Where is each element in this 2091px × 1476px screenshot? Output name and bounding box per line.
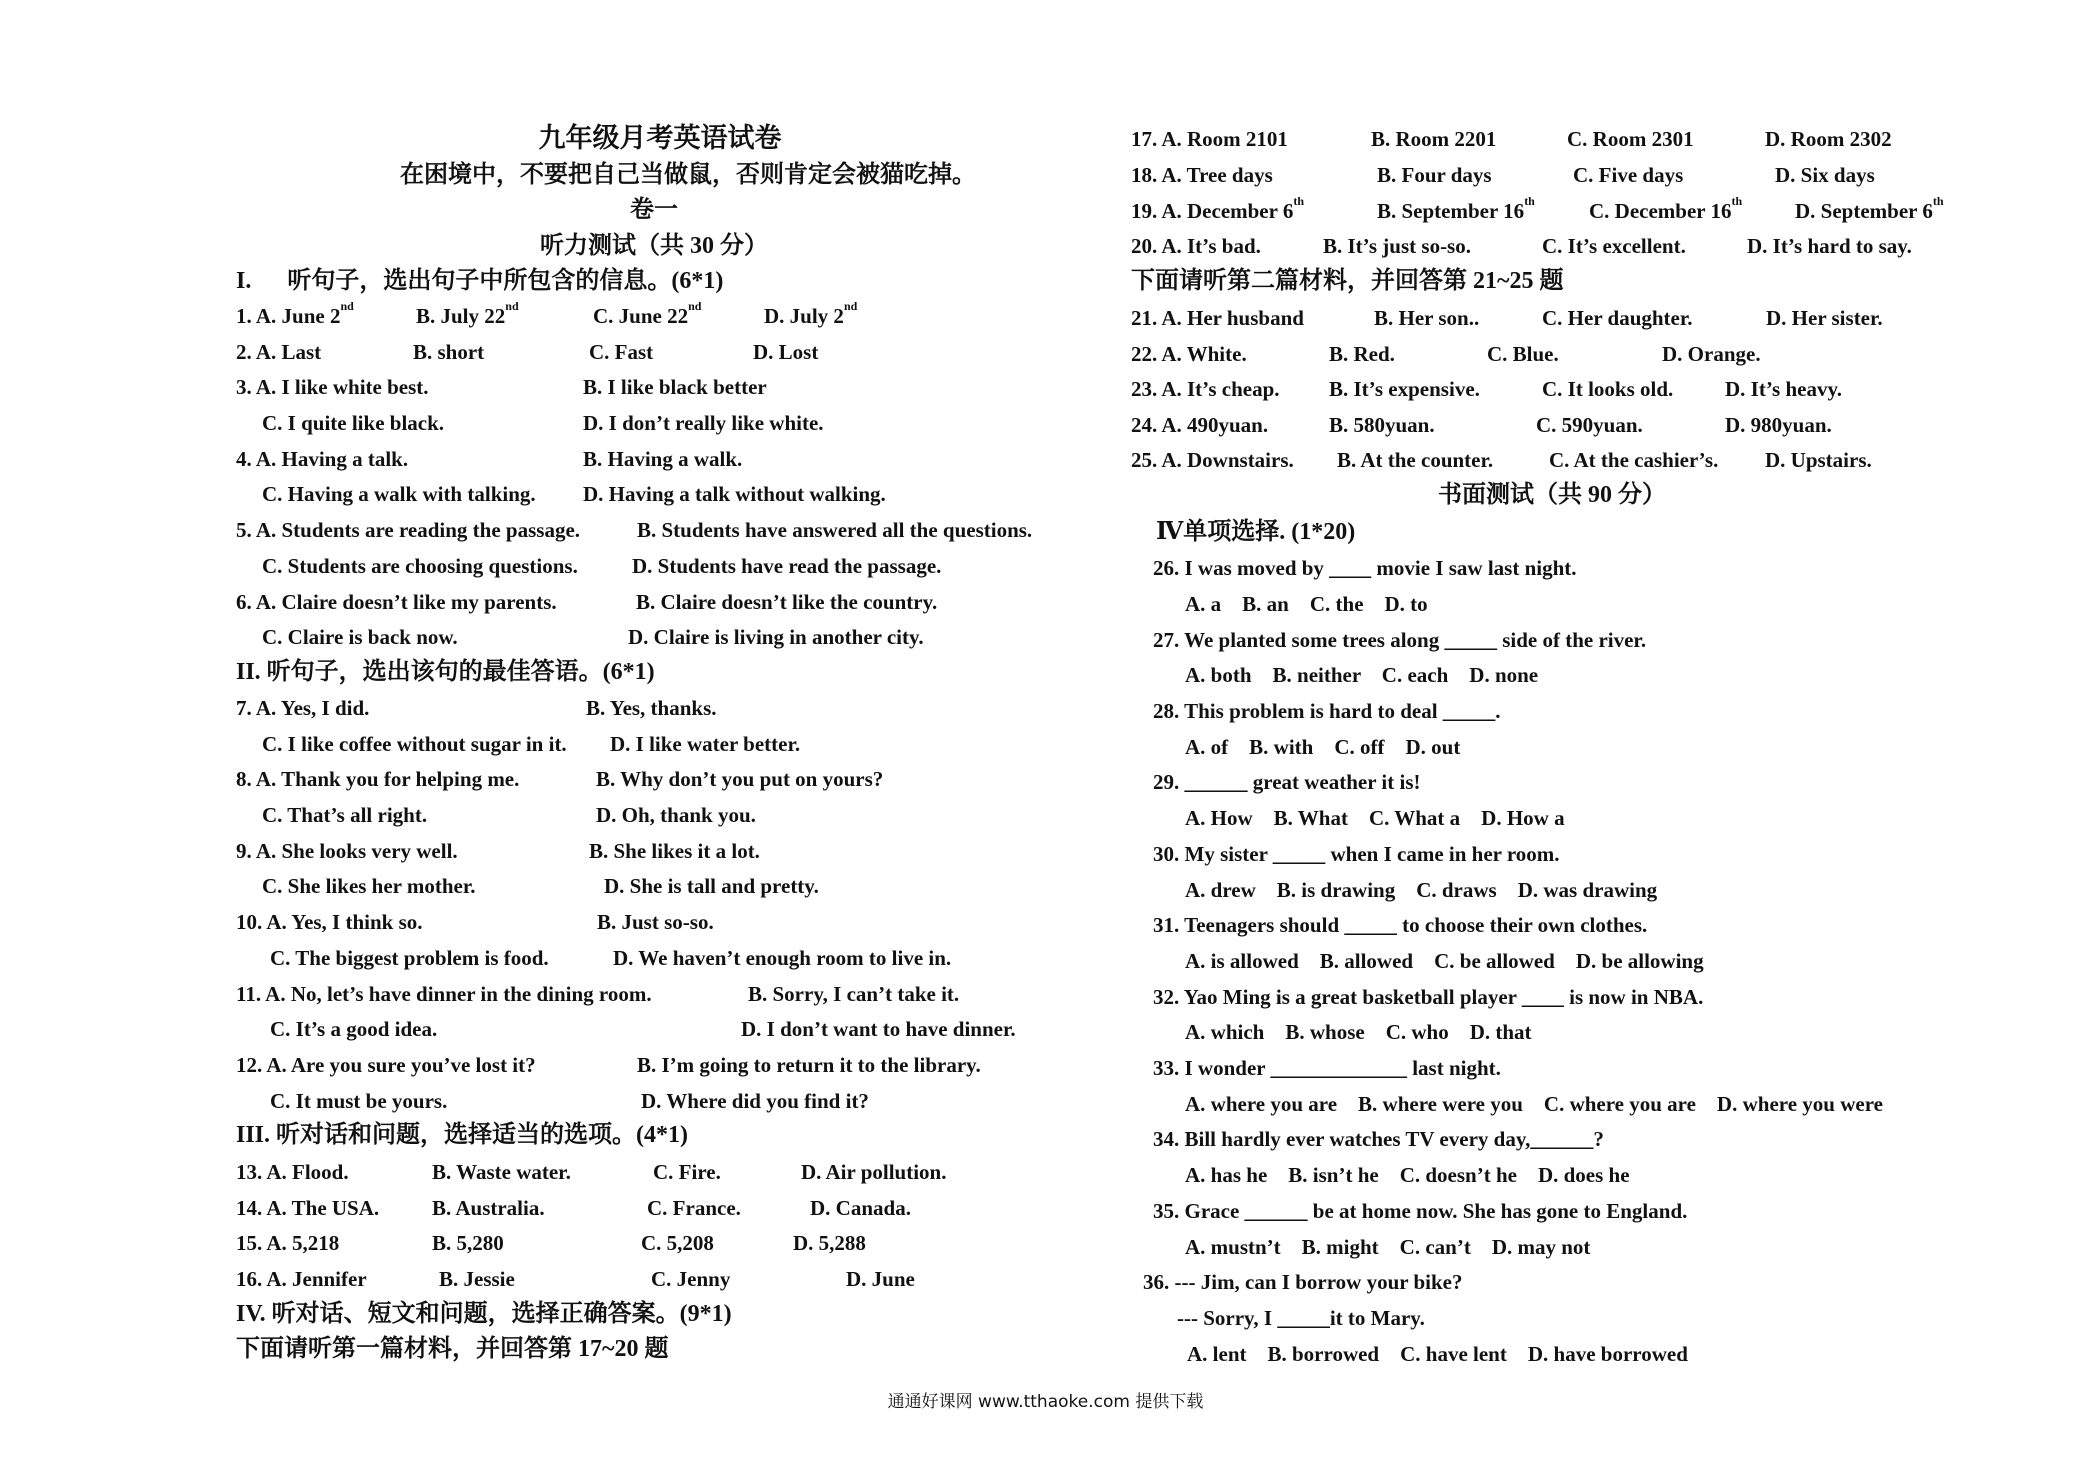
q6-option-a: 6. A. Claire doesn’t like my parents. <box>236 590 557 614</box>
q1-option-b: B. July 22nd <box>416 299 519 328</box>
question-24 <box>1131 412 2081 438</box>
q2-option-c: C. Fast <box>589 340 654 364</box>
question-3-cont <box>236 410 1056 436</box>
q3-option-d: D. I don’t really like white. <box>583 411 824 435</box>
question-4 <box>236 446 1056 472</box>
q24-option-c: C. 590yuan. <box>1536 413 1643 437</box>
q9-option-b: B. She likes it a lot. <box>589 839 760 863</box>
q18-option-d: D. Six days <box>1775 163 1875 187</box>
question-34-stem: 34. Bill hardly ever watches TV every day,______? <box>1153 1127 1604 1151</box>
q25-option-d: D. Upstairs. <box>1765 448 1872 472</box>
question-12-cont <box>236 1088 1056 1114</box>
q6-option-c: C. Claire is back now. <box>262 625 458 649</box>
q9-option-a: 9. A. She looks very well. <box>236 839 458 863</box>
q20-option-a: 20. A. It’s bad. <box>1131 234 1261 258</box>
q13-option-d: D. Air pollution. <box>801 1160 947 1184</box>
q1-option-c: C. June 22nd <box>593 299 702 328</box>
q13-option-b: B. Waste water. <box>432 1160 571 1184</box>
q16-option-c: C. Jenny <box>651 1267 731 1291</box>
listening-title: 听力测试（共 30 分） <box>540 233 768 259</box>
q15-option-b: B. 5,280 <box>432 1231 504 1255</box>
q1-option-a: 1. A. June 2nd <box>236 299 354 328</box>
q11-option-b: B. Sorry, I can’t take it. <box>748 982 960 1006</box>
motto: 在困境中，不要把自己当做鼠，否则肯定会被猫吃掉。 <box>400 162 976 188</box>
question-5 <box>236 517 1096 543</box>
q19-option-c: C. December 16th <box>1589 194 1743 223</box>
question-30-stem: 30. My sister _____ when I came in her room. <box>1153 842 1560 866</box>
q10-option-a: 10. A. Yes, I think so. <box>236 910 423 934</box>
q17-option-b: B. Room 2201 <box>1371 127 1497 151</box>
question-19 <box>1131 194 2081 224</box>
q22-option-a: 22. A. White. <box>1131 342 1247 366</box>
q9-option-d: D. She is tall and pretty. <box>604 874 819 898</box>
q15-option-c: C. 5,208 <box>641 1231 714 1255</box>
q10-option-b: B. Just so-so. <box>597 910 714 934</box>
q4-option-a: 4. A. Having a talk. <box>236 447 409 471</box>
q17-option-d: D. Room 2302 <box>1765 127 1892 151</box>
q8-option-c: C. That’s all right. <box>262 803 428 827</box>
question-9 <box>236 838 1056 864</box>
q25-option-a: 25. A. Downstairs. <box>1131 448 1294 472</box>
q11-option-d: D. I don’t want to have dinner. <box>741 1017 1016 1041</box>
question-16 <box>236 1266 1056 1292</box>
question-4-cont <box>236 481 1056 507</box>
q12-option-d: D. Where did you find it? <box>641 1089 869 1113</box>
q14-option-b: B. Australia. <box>432 1196 545 1220</box>
q24-option-d: D. 980yuan. <box>1725 413 1832 437</box>
written-test-title: 书面测试（共 90 分） <box>1438 482 1666 508</box>
q18-option-a: 18. A. Tree days <box>1131 163 1273 187</box>
question-18 <box>1131 162 2081 188</box>
question-32-stem: 32. Yao Ming is a great basketball player ____ is now in NBA. <box>1153 985 1704 1009</box>
question-8-cont <box>236 802 1056 828</box>
question-7 <box>236 695 1056 721</box>
q8-option-b: B. Why don’t you put on yours? <box>596 767 884 791</box>
q18-option-b: B. Four days <box>1377 163 1492 187</box>
question-6 <box>236 589 1056 615</box>
q19-option-b: B. September 16th <box>1377 194 1535 223</box>
q2-option-b: B. short <box>413 340 485 364</box>
question-33-stem: 33. I wonder _____________ last night. <box>1153 1056 1501 1080</box>
question-7-cont <box>236 731 1056 757</box>
q23-option-c: C. It looks old. <box>1542 377 1674 401</box>
question-17 <box>1131 126 2081 152</box>
q4-option-c: C. Having a walk with talking. <box>262 482 536 506</box>
q22-option-d: D. Orange. <box>1662 342 1761 366</box>
question-2 <box>236 339 1056 365</box>
question-10-cont <box>236 945 1056 971</box>
question-36-stem-2: --- Sorry, I _____it to Mary. <box>1177 1306 1425 1330</box>
question-6-cont <box>236 624 1056 650</box>
q17-option-c: C. Room 2301 <box>1567 127 1694 151</box>
q21-option-b: B. Her son.. <box>1374 306 1480 330</box>
q10-option-d: D. We haven’t enough room to live in. <box>613 946 952 970</box>
q23-option-d: D. It’s heavy. <box>1725 377 1843 401</box>
q21-option-d: D. Her sister. <box>1766 306 1883 330</box>
q23-option-b: B. It’s expensive. <box>1329 377 1480 401</box>
question-31-stem: 31. Teenagers should _____ to choose their own clothes. <box>1153 913 1648 937</box>
question-8 <box>236 766 1056 792</box>
question-1 <box>236 299 1056 329</box>
question-27-options: A. both B. neither C. each D. none <box>1185 663 1539 687</box>
section-5-heading: Ⅳ单项选择. (1*20) <box>1156 519 1356 545</box>
question-9-cont <box>236 873 1056 899</box>
question-36-stem: 36. --- Jim, can I borrow your bike? <box>1143 1270 1463 1294</box>
question-28-options: A. of B. with C. off D. out <box>1185 735 1461 759</box>
q22-option-c: C. Blue. <box>1487 342 1559 366</box>
q21-option-c: C. Her daughter. <box>1542 306 1693 330</box>
question-26-options: A. a B. an C. the D. to <box>1185 592 1428 616</box>
q3-option-c: C. I quite like black. <box>262 411 445 435</box>
q25-option-b: B. At the counter. <box>1337 448 1494 472</box>
q25-option-c: C. At the cashier’s. <box>1549 448 1719 472</box>
q7-option-c: C. I like coffee without sugar in it. <box>262 732 567 756</box>
q6-option-d: D. Claire is living in another city. <box>628 625 924 649</box>
question-35-stem: 35. Grace ______ be at home now. She has gone to England. <box>1153 1199 1688 1223</box>
q14-option-c: C. France. <box>647 1196 741 1220</box>
q16-option-a: 16. A. Jennifer <box>236 1267 367 1291</box>
q5-option-c: C. Students are choosing questions. <box>262 554 578 578</box>
q3-option-a: 3. A. I like white best. <box>236 375 429 399</box>
q13-option-c: C. Fire. <box>653 1160 721 1184</box>
question-31-options: A. is allowed B. allowed C. be allowed D. be allowing <box>1185 949 1704 973</box>
q7-option-b: B. Yes, thanks. <box>586 696 717 720</box>
question-13 <box>236 1159 1056 1185</box>
q23-option-a: 23. A. It’s cheap. <box>1131 377 1280 401</box>
q12-option-c: C. It must be yours. <box>270 1089 448 1113</box>
question-34-options: A. has he B. isn’t he C. doesn’t he D. does he <box>1185 1163 1630 1187</box>
q7-option-a: 7. A. Yes, I did. <box>236 696 370 720</box>
q5-option-b: B. Students have answered all the questions. <box>637 518 1033 542</box>
q20-option-d: D. It’s hard to say. <box>1747 234 1912 258</box>
q5-option-a: 5. A. Students are reading the passage. <box>236 518 581 542</box>
question-33-options: A. where you are B. where were you C. where you are D. where you were <box>1185 1092 1883 1116</box>
question-28-stem: 28. This problem is hard to deal _____. <box>1153 699 1501 723</box>
material-2-heading: 下面请听第二篇材料，并回答第 21~25 题 <box>1131 268 1564 294</box>
q16-option-d: D. June <box>846 1267 915 1291</box>
question-20 <box>1131 233 2081 259</box>
q15-option-d: D. 5,288 <box>793 1231 866 1255</box>
q21-option-a: 21. A. Her husband <box>1131 306 1304 330</box>
question-32-options: A. which B. whose C. who D. that <box>1185 1020 1532 1044</box>
q4-option-b: B. Having a walk. <box>583 447 743 471</box>
q6-option-b: B. Claire doesn’t like the country. <box>636 590 938 614</box>
q14-option-d: D. Canada. <box>810 1196 911 1220</box>
question-26-stem: 26. I was moved by ____ movie I saw last night. <box>1153 556 1577 580</box>
q2-option-d: D. Lost <box>753 340 819 364</box>
section-4-heading: IV. 听对话、短文和问题，选择正确答案。(9*1) <box>236 1301 732 1327</box>
question-29-options: A. How B. What C. What a D. How a <box>1185 806 1565 830</box>
q10-option-c: C. The biggest problem is food. <box>270 946 549 970</box>
q24-option-b: B. 580yuan. <box>1329 413 1435 437</box>
q17-option-a: 17. A. Room 2101 <box>1131 127 1288 151</box>
q12-option-a: 12. A. Are you sure you’ve lost it? <box>236 1053 536 1077</box>
q22-option-b: B. Red. <box>1329 342 1395 366</box>
question-36-options: A. lent B. borrowed C. have lent D. have borrowed <box>1187 1342 1688 1366</box>
question-14 <box>236 1195 1056 1221</box>
question-23 <box>1131 376 2081 402</box>
q11-option-a: 11. A. No, let’s have dinner in the dining room. <box>236 982 652 1006</box>
download-footer: 通通好课网 www.tthaoke.com 提供下载 <box>887 1392 1204 1412</box>
q3-option-b: B. I like black better <box>583 375 767 399</box>
q24-option-a: 24. A. 490yuan. <box>1131 413 1269 437</box>
question-12 <box>236 1052 1056 1078</box>
q9-option-c: C. She likes her mother. <box>262 874 476 898</box>
section-1-heading: I. 听句子，选出句子中所包含的信息。(6*1) <box>236 268 724 294</box>
q5-option-d: D. Students have read the passage. <box>632 554 942 578</box>
question-11 <box>236 981 1056 1007</box>
q19-option-a: 19. A. December 6th <box>1131 194 1304 223</box>
q11-option-c: C. It’s a good idea. <box>270 1017 438 1041</box>
q20-option-b: B. It’s just so-so. <box>1323 234 1471 258</box>
q12-option-b: B. I’m going to return it to the library. <box>637 1053 981 1077</box>
q7-option-d: D. I like water better. <box>610 732 801 756</box>
section-3-heading: III. 听对话和问题，选择适当的选项。(4*1) <box>236 1122 689 1148</box>
q19-option-d: D. September 6th <box>1795 194 1944 223</box>
question-5-cont <box>236 553 1096 579</box>
q20-option-c: C. It’s excellent. <box>1542 234 1686 258</box>
q14-option-a: 14. A. The USA. <box>236 1196 380 1220</box>
q2-option-a: 2. A. Last <box>236 340 322 364</box>
question-22 <box>1131 341 2081 367</box>
question-3 <box>236 374 1056 400</box>
q15-option-a: 15. A. 5,218 <box>236 1231 340 1255</box>
question-15 <box>236 1230 1056 1256</box>
q8-option-d: D. Oh, thank you. <box>596 803 756 827</box>
question-25 <box>1131 447 2081 473</box>
question-29-stem: 29. ______ great weather it is! <box>1153 770 1421 794</box>
question-35-options: A. mustn’t B. might C. can’t D. may not <box>1185 1235 1591 1259</box>
q16-option-b: B. Jessie <box>439 1267 515 1291</box>
question-30-options: A. drew B. is drawing C. draws D. was drawing <box>1185 878 1658 902</box>
section-2-heading: II. 听句子，选出该句的最佳答语。(6*1) <box>236 659 655 685</box>
q1-option-d: D. July 2nd <box>764 299 858 328</box>
question-27-stem: 27. We planted some trees along _____ side of the river. <box>1153 628 1647 652</box>
question-21 <box>1131 305 2081 331</box>
question-10 <box>236 909 1056 935</box>
volume-label: 卷一 <box>630 197 678 223</box>
material-1-heading: 下面请听第一篇材料，并回答第 17~20 题 <box>236 1336 669 1362</box>
q18-option-c: C. Five days <box>1573 163 1684 187</box>
q8-option-a: 8. A. Thank you for helping me. <box>236 767 520 791</box>
question-11-cont <box>236 1016 1056 1042</box>
q4-option-d: D. Having a talk without walking. <box>583 482 886 506</box>
q13-option-a: 13. A. Flood. <box>236 1160 349 1184</box>
exam-title: 九年级月考英语试卷 <box>538 123 782 153</box>
